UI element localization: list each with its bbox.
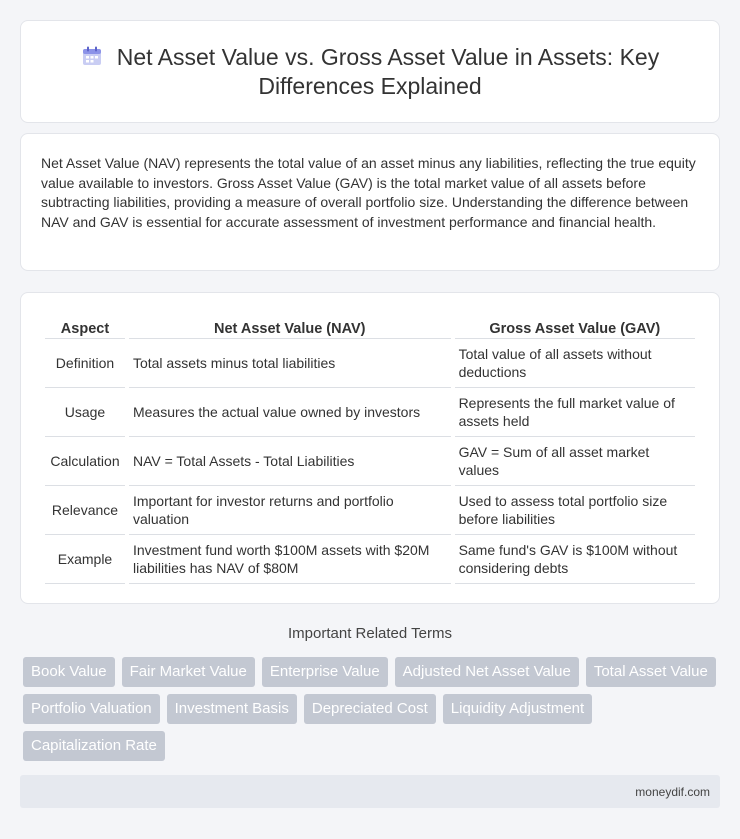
- comparison-card: [20, 292, 720, 604]
- tag-adjusted-net-asset-value[interactable]: Adjusted Net Asset Value: [395, 657, 579, 687]
- row-nav-cell: Total assets minus total liabilities: [129, 339, 451, 388]
- table-row: [45, 388, 695, 437]
- row-gav-cell: GAV = Sum of all asset market values: [455, 437, 695, 486]
- comparison-table: [41, 313, 699, 584]
- header-aspect: Aspect: [45, 313, 125, 339]
- row-nav-cell: Important for investor returns and portfolio valuation: [129, 486, 451, 535]
- footer-site-link[interactable]: moneydif.com: [635, 785, 710, 799]
- tag-capitalization-rate[interactable]: Capitalization Rate: [23, 731, 165, 761]
- tag-portfolio-valuation[interactable]: Portfolio Valuation: [23, 694, 160, 724]
- row-gav-cell: Total value of all assets without deductions: [455, 339, 695, 388]
- intro-paragraph: Net Asset Value (NAV) represents the total value of an asset minus any liabilities, reflecting the true equity value available to investors. Gross Asset Value (GAV) is the total market value of all assets before subtracting liabilities, providing a measure of overall portfolio size. Understanding the difference between NAV and GAV is essential for accurate assessment of investment performance and financial health.: [41, 155, 696, 230]
- table-row: [45, 437, 695, 486]
- intro-card: [20, 133, 720, 271]
- tag-depreciated-cost[interactable]: Depreciated Cost: [304, 694, 436, 724]
- header-nav: Net Asset Value (NAV): [129, 313, 451, 339]
- header-gav: Gross Asset Value (GAV): [455, 313, 695, 339]
- row-aspect: Example: [45, 535, 125, 584]
- footer-bar: [20, 775, 720, 808]
- row-gav-cell: Used to assess total portfolio size before liabilities: [455, 486, 695, 535]
- row-aspect: Definition: [45, 339, 125, 388]
- row-nav-cell: Measures the actual value owned by investors: [129, 388, 451, 437]
- title-card: [20, 20, 720, 123]
- row-aspect: Usage: [45, 388, 125, 437]
- row-nav-cell: Investment fund worth $100M assets with $20M liabilities has NAV of $80M: [129, 535, 451, 584]
- table-header-row: [45, 313, 695, 339]
- table-row: [45, 339, 695, 388]
- row-aspect: Calculation: [45, 437, 125, 486]
- related-terms-heading: Important Related Terms: [288, 625, 452, 642]
- table-row: [45, 535, 695, 584]
- tag-enterprise-value[interactable]: Enterprise Value: [262, 657, 388, 687]
- row-gav-cell: Represents the full market value of assets held: [455, 388, 695, 437]
- tag-liquidity-adjustment[interactable]: Liquidity Adjustment: [443, 694, 592, 724]
- row-nav-cell: NAV = Total Assets - Total Liabilities: [129, 437, 451, 486]
- tag-fair-market-value[interactable]: Fair Market Value: [122, 657, 255, 687]
- row-gav-cell: Same fund's GAV is $100M without considering debts: [455, 535, 695, 584]
- calendar-icon: [81, 45, 103, 67]
- tag-book-value[interactable]: Book Value: [23, 657, 115, 687]
- table-row: [45, 486, 695, 535]
- tag-total-asset-value[interactable]: Total Asset Value: [586, 657, 716, 687]
- related-terms-list: [23, 657, 723, 768]
- row-aspect: Relevance: [45, 486, 125, 535]
- page-title: Net Asset Value vs. Gross Asset Value in Assets: Key Differences Explained: [116, 44, 660, 99]
- tag-investment-basis[interactable]: Investment Basis: [167, 694, 297, 724]
- page-title-wrap: [21, 43, 719, 101]
